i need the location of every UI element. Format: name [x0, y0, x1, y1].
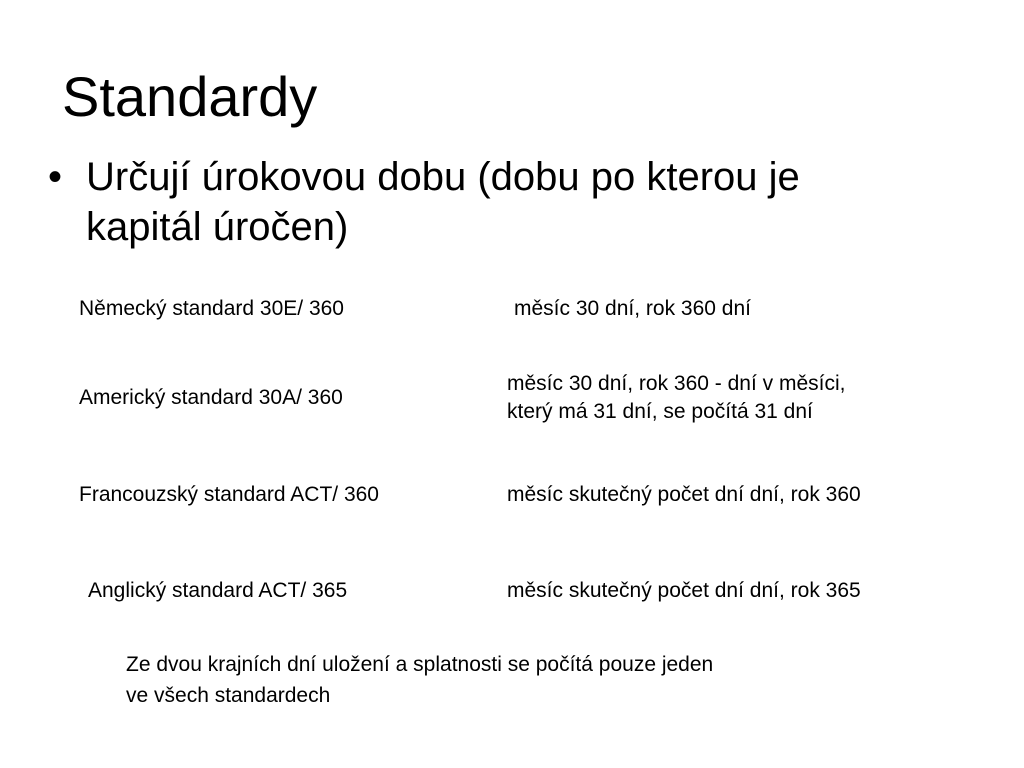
footnote — [126, 649, 713, 711]
standard-name-american: Americký standard 30A/ 360 — [79, 386, 343, 409]
standard-name-german: Německý standard 30E/ 360 — [79, 297, 344, 320]
footnote-line-1: Ze dvou krajních dní uložení a splatnosti se počítá pouze jeden — [126, 653, 714, 676]
standard-rule-american — [507, 370, 845, 426]
standard-name-french: Francouzský standard ACT/ 360 — [79, 483, 379, 506]
standard-name-english: Anglický standard ACT/ 365 — [88, 579, 348, 602]
bullet-text — [86, 152, 946, 252]
standard-rule-german: měsíc 30 dní, rok 360 dní — [514, 297, 751, 320]
bullet-line-1: Určují úrokovou dobu (dobu po kterou je — [86, 155, 800, 199]
standard-rule-american-line-1: měsíc 30 dní, rok 360 - dní v měsíci, — [507, 372, 846, 395]
footnote-line-2: ve všech standardech — [126, 684, 331, 707]
bullet-icon: • — [48, 155, 63, 199]
standard-rule-american-line-2: který má 31 dní, se počítá 31 dní — [507, 400, 813, 423]
slide-title: Standardy — [62, 65, 318, 128]
standard-rule-french: měsíc skutečný počet dní dní, rok 360 — [507, 483, 861, 506]
standard-rule-english: měsíc skutečný počet dní dní, rok 365 — [507, 579, 861, 602]
bullet-line-2: kapitál úročen) — [86, 205, 349, 249]
